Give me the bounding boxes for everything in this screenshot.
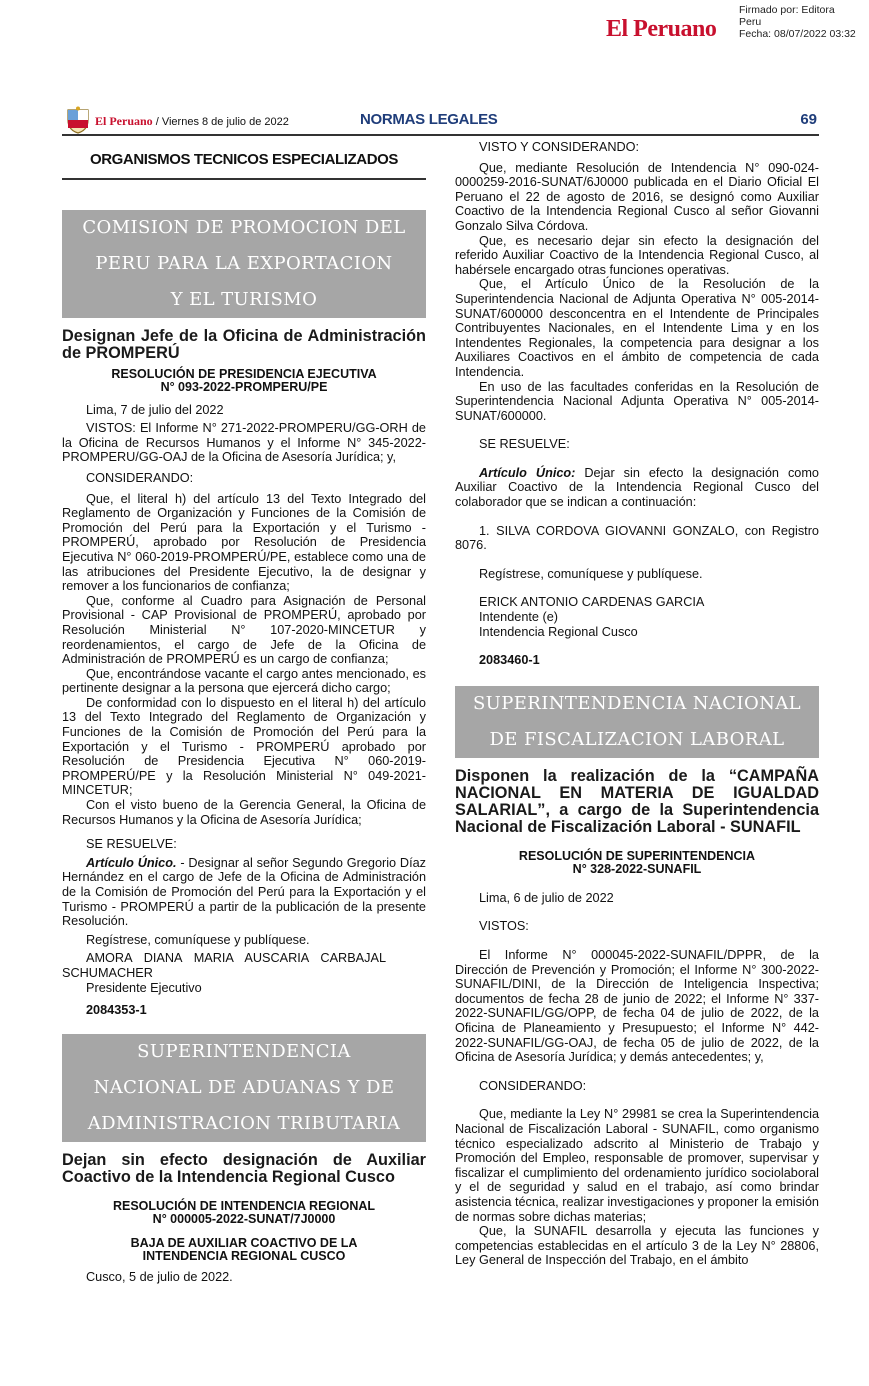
stamp-line-2: Peru [739,16,762,28]
resolution-line: BAJA DE AUXILIAR COACTIVO DE LA [130,1235,358,1250]
article-paragraph [62,856,426,929]
running-header [62,104,819,136]
resolution-line: RESOLUCIÓN DE SUPERINTENDENCIA [518,848,756,863]
resolution-line: RESOLUCIÓN DE PRESIDENCIA EJECUTIVA [111,366,377,381]
institution-box-sunat [62,1034,426,1142]
article-text: - Designar al señor Segundo Gregorio Díaz Hernández en el cargo de Jefe de la Oficina de Administración de la Comisión de Promoción del Perú para la Exportación y el Turismo - PROMPERÚ a partir de la publicación de la presente Resolución. [62,855,426,929]
resolution-line: N° 093-2022-PROMPERU/PE [160,380,328,395]
headline: Dejan sin efecto designación de Auxiliar Coactivo de la Intendencia Regional Cusco [62,1150,426,1186]
institution-box-promperu [62,210,426,318]
headline: Designan Jefe de la Oficina de Administración de PROMPERÚ [62,326,426,362]
box-line: PERU PARA LA EXPORTACION [95,252,393,274]
stamp-text [739,4,856,40]
paragraph: Que, es necesario dejar sin efecto la designación del referido Auxiliar Coactivo de la Intendencia Regional Cusco, al habérsele encargado otras funciones operativas. [455,233,819,277]
box-line: Y EL TURISMO [170,288,318,310]
list-item: 1. SILVA CORDOVA GIOVANNI GONZALO, con Registro 8076. [455,523,819,553]
stamp-logo: El Peruano [606,16,717,42]
resolution-line: N° 000005-2022-SUNAT/7J0000 [152,1212,336,1227]
signer-name: ERICK ANTONIO CARDENAS GARCIA [479,595,705,610]
publication-code: 2083460-1 [479,653,540,668]
box-line: SUPERINTENDENCIA NACIONAL [472,692,802,714]
signer-unit: Intendencia Regional Cusco [479,624,638,639]
resolution-title [62,1200,426,1227]
paragraph: Que, el Artículo Único de la Resolución de la Superintendencia Nacional de Adjunta Operativa N° 005-2014-SUNAT/600000 desconcentra en el Intendente de Principales Contribuyentes Nacionales, en el Intendente Lima y en los Intendentes Regionales, la competencia para designar a los Auxiliares Coactivos en el ámbito de competencia de cada Intendencia. [455,277,819,379]
headline: Disponen la realización de la “CAMPAÑA NACIONAL EN MATERIA DE IGUALDAD SALARIAL”, a cargo de la Superintendencia Nacional de Fiscalización Laboral - SUNAFIL [455,766,819,836]
box-line: NACIONAL DE ADUANAS Y DE [93,1076,395,1098]
registrese-line: Regístrese, comuníquese y publíquese. [479,566,703,581]
box-line: ADMINISTRACION TRIBUTARIA [87,1112,401,1134]
left-column [62,140,426,1284]
paragraph: Que, mediante Resolución de Intendencia N° 090-024-0000259-2016-SUNAT/6J0000 publicada en el Diario Oficial El Peruano el 22 de agosto de 2016, se designó como Auxiliar Coactivo de la Intendencia Regional Cusco al señor Giovanni Gonzalo Silva Córdova. [455,160,819,233]
header-date: / Viernes 8 de julio de 2022 [152,116,289,128]
article-text: Dejar sin efecto la designación como Auxiliar Coactivo de la Intendencia Regional Cusco del colaborador que se indican a continuación: [455,465,819,510]
paragraph: Que, encontrándose vacante el cargo antes mencionado, es pertinente designar a la persona que ejercerá dicho cargo; [62,666,426,696]
paragraph: En uso de las facultades conferidas en la Resolución de Superintendencia Nacional Adjunta Operativa N° 005-2014-SUNAT/600000. [455,379,819,423]
resolution-title [455,850,819,877]
resolution-line: INTENDENCIA REGIONAL CUSCO [142,1249,346,1264]
section-title: ORGANISMOS TECNICOS ESPECIALIZADOS [62,140,426,180]
stamp-line-3: Fecha: 08/07/2022 03:32 [739,28,856,40]
page-number: 69 [800,111,817,128]
institution-box-sunafil [455,686,819,758]
se-resuelve-heading: SE RESUELVE: [86,837,177,852]
signer-title: Intendente (e) [479,610,558,625]
paragraph: Que, la SUNAFIL desarrolla y ejecuta las funciones y competencias establecidas en el artículo 3 de la Ley N° 28806, Ley General de Inspección del Trabajo, en el ámbito [455,1224,819,1268]
date-line: Lima, 7 de julio del 2022 [86,402,224,417]
paragraph: Con el visto bueno de la Gerencia General, la Oficina de Recursos Humanos y la Oficina de Asesoría Jurídica; [62,798,426,827]
vistos-heading: VISTOS: [479,919,529,934]
paragraph: Que, conforme al Cuadro para Asignación de Personal Provisional - CAP Provisional de PROMPERÚ, aprobado por Resolución Ministerial N° 107-2020-MINCETUR y reordenamientos, el cargo de Jefe de la Oficina de Administración de PROMPERÚ es un cargo de confianza; [62,593,426,667]
box-line: DE FISCALIZACION LABORAL [489,728,785,750]
paragraph: De conformidad con lo dispuesto en el literal h) del artículo 13 del Texto Integrado del Reglamento de Organización y Funciones de la Comisión de Promoción del Perú para la Exportación y el Turismo - PROMPERÚ aprobado por Resolución de Presidencia Ejecutiva N° 060-2019-PROMPERÚ/PE y la Resolución Ministerial N° 049-2021-MINCETUR; [62,695,426,798]
header-section: NORMAS LEGALES [360,111,498,128]
paragraph: Que, mediante la Ley N° 29981 se crea la Superintendencia Nacional de Fiscalización Laboral - SUNAFIL, como organismo técnico especializado adscrito al Ministerio de Trabajo y Promoción del Empleo, responsable de promover, supervisar y fiscalizar el cumplimiento del ordenamiento jurídico sociolaboral y el de seguridad y salud en el trabajo, así como brindar asistencia técnica, realizar investigaciones y proponer la emisión de normas sobre dichas materias; [455,1107,819,1224]
signer-name: AMORA DIANA MARIA AUSCARIA CARBAJAL SCHUMACHER [62,951,386,980]
article-paragraph [455,466,819,510]
coat-of-arms-icon [66,106,90,134]
header-logo: El Peruano [95,114,153,128]
signature-stamp [606,4,868,44]
paragraph: Que, el literal h) del artículo 13 del Texto Integrado del Reglamento de Organización y Funciones de la Comisión de Promoción del Perú para la Exportación y el Turismo - PROMPERÚ, aprobado por Resolución de Presidencia Ejecutiva N° 060-2019-PROMPERÚ/PE, establece como una de las atribuciones del Presidente Ejecutivo, la de designar y remover a los funcionarios de confianza; [62,491,426,594]
date-line: Lima, 6 de julio de 2022 [479,890,614,905]
stamp-line-1: Firmado por: Editora [739,4,835,16]
vistos-paragraph: El Informe N° 000045-2022-SUNAFIL/DPPR, de la Dirección de Prevención y Promoción; el Informe N° 300-2022-SUNAFIL/DINI, de la Dirección de Inteligencia Inspectiva; documentos de fecha 28 de junio de 2022; el Informe N° 337-2022-SUNAFIL/GG/OPP, de fecha 04 de julio de 2022, de la Oficina de Planeamiento y Presupuesto; el Informe N° 442-2022-SUNAFIL/GG-OAJ, de fecha 05 de julio de 2022, de la Oficina de Asesoría Jurídica; y demás antecedentes; y, [455,948,819,1065]
box-line: SUPERINTENDENCIA [137,1040,351,1062]
box-line: COMISION DE PROMOCION DEL [82,216,406,238]
right-column [455,140,819,1268]
article-label: Artículo Único. [86,855,177,870]
header-date-line [95,114,289,129]
registrese-line: Regístrese, comuníquese y publíquese. [86,932,310,947]
resolution-subtitle [62,1237,426,1264]
publication-code: 2084353-1 [86,1003,147,1018]
considerando-heading: CONSIDERANDO: [86,470,194,485]
date-line: Cusco, 5 de julio de 2022. [86,1269,233,1284]
resolution-line: N° 328-2022-SUNAFIL [572,862,702,877]
vistos-paragraph: VISTOS: El Informe N° 271-2022-PROMPERU/GG-ORH de la Oficina de Recursos Humanos y el Informe N° 345-2022-PROMPERU/GG-OAJ de la Oficina de Asesoría Jurídica; y, [62,421,426,465]
article-label: Artículo Único: [479,465,576,480]
resolution-title [62,368,426,395]
visto-heading: VISTO Y CONSIDERANDO: [479,140,640,154]
considerando-heading: CONSIDERANDO: [479,1078,587,1093]
signer-title: Presidente Ejecutivo [86,980,202,995]
se-resuelve-heading: SE RESUELVE: [479,437,570,452]
resolution-line: RESOLUCIÓN DE INTENDENCIA REGIONAL [112,1198,376,1213]
